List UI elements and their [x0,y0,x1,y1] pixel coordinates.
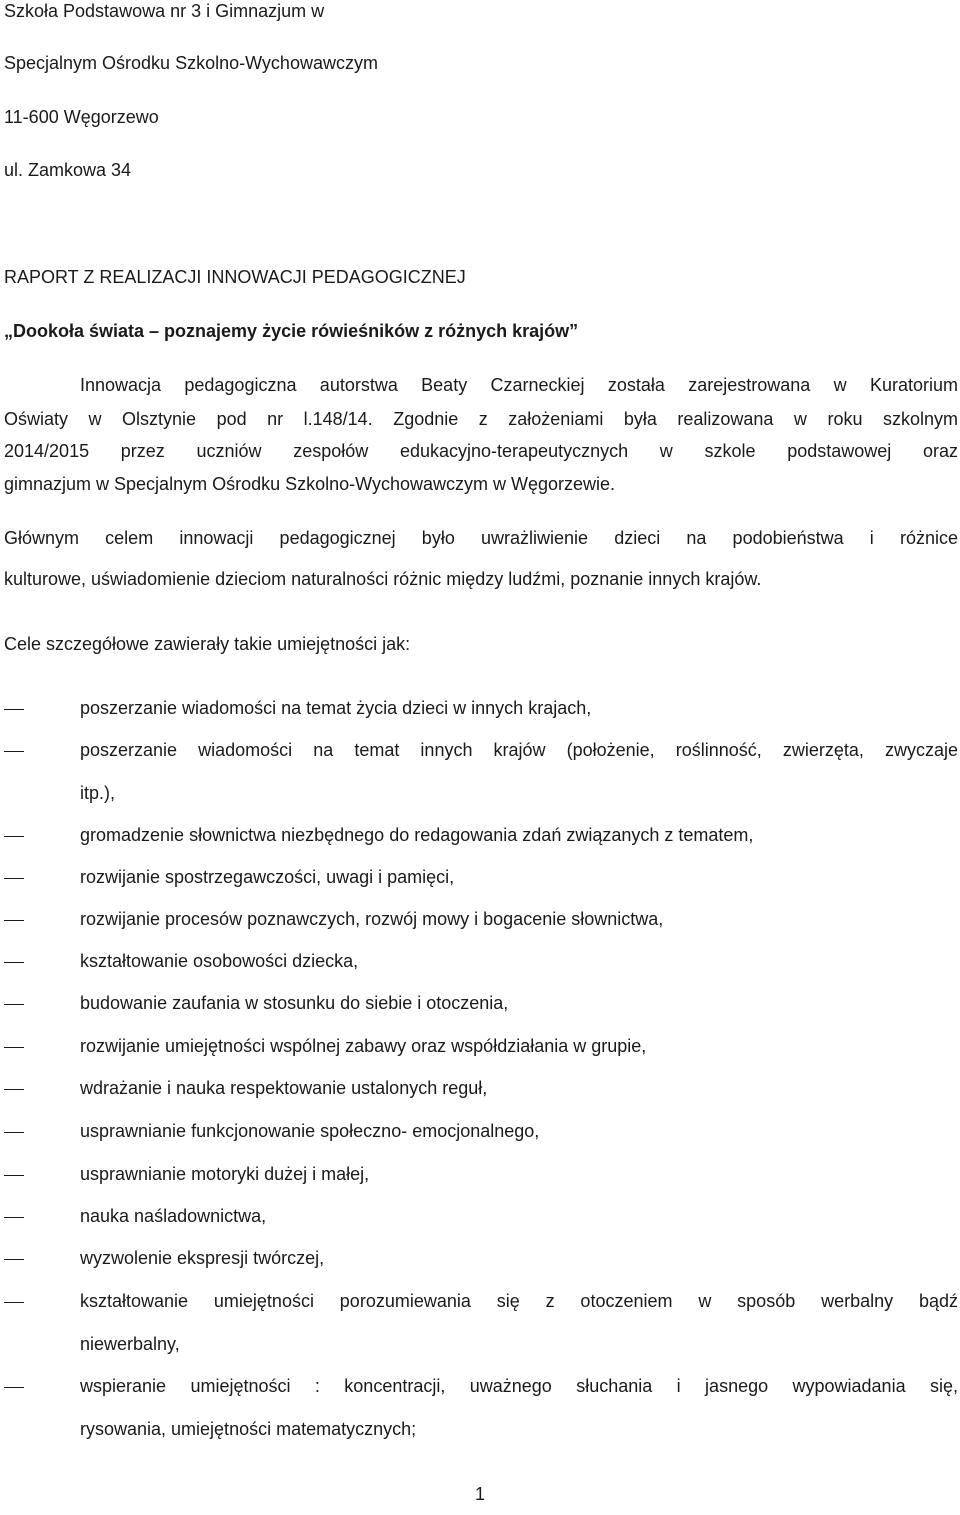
objectives-intro: Cele szczegółowe zawierały takie umiejętności jak: [4,634,411,654]
bullet-dash-icon [4,1387,24,1388]
postal-code-line: 11-600 Węgorzewo [4,107,159,127]
objective-item-continuation: itp.), [80,783,116,803]
innovation-subtitle: „Dookoła świata – poznajemy życie rówieśników z różnych krajów” [4,321,579,341]
bullet-dash-icon [4,751,24,752]
objective-item: rozwijanie spostrzegawczości, uwagi i pamięci, [80,867,455,887]
objective-item: wspieranie umiejętności : koncentracji, uważnego słuchania i jasnego wypowiadania się, [80,1376,958,1396]
objective-item: kształtowanie umiejętności porozumiewania się z otoczeniem w sposób werbalny bądź [80,1291,958,1311]
objective-item: nauka naśladownictwa, [80,1206,267,1226]
report-title: RAPORT Z REALIZACJI INNOWACJI PEDAGOGICZNEJ [4,267,466,287]
objective-item: budowanie zaufania w stosunku do siebie i otoczenia, [80,993,509,1013]
school-center-line: Specjalnym Ośrodku Szkolno-Wychowawczym [4,53,378,73]
objective-item: wyzwolenie ekspresji twórczej, [80,1248,325,1268]
objective-item: poszerzanie wiadomości na temat innych krajów (położenie, roślinność, zwierzęta, zwyczaje [80,740,958,760]
bullet-dash-icon [4,1004,24,1005]
bullet-dash-icon [4,1302,24,1303]
bullet-dash-icon [4,836,24,837]
bullet-dash-icon [4,1175,24,1176]
bullet-dash-icon [4,962,24,963]
bullet-dash-icon [4,1132,24,1133]
objective-item: kształtowanie osobowości dziecka, [80,951,359,971]
paragraph2-line2: kulturowe, uświadomienie dzieciom naturalności różnic między ludźmi, poznanie innych krajów. [4,569,762,589]
paragraph1-line4: gimnazjum w Specjalnym Ośrodku Szkolno-Wychowawczym w Węgorzewie. [4,474,616,494]
bullet-dash-icon [4,878,24,879]
bullet-dash-icon [4,709,24,710]
paragraph1-line2: Oświaty w Olsztynie pod nr l.148/14. Zgodnie z założeniami była realizowana w roku szkolnym [4,409,958,429]
bullet-dash-icon [4,1047,24,1048]
objective-item-continuation: rysowania, umiejętności matematycznych; [80,1419,417,1439]
objective-item: rozwijanie umiejętności wspólnej zabawy oraz współdziałania w grupie, [80,1036,647,1056]
paragraph1-line3: 2014/2015 przez uczniów zespołów edukacyjno-terapeutycznych w szkole podstawowej oraz [4,441,958,461]
objective-item: wdrażanie i nauka respektowanie ustalonych reguł, [80,1078,488,1098]
bullet-dash-icon [4,1217,24,1218]
objective-item: usprawnianie funkcjonowanie społeczno- emocjonalnego, [80,1121,540,1141]
objective-item-continuation: niewerbalny, [80,1334,180,1354]
street-address-line: ul. Zamkowa 34 [4,160,132,180]
objective-item: poszerzanie wiadomości na temat życia dzieci w innych krajach, [80,698,592,718]
bullet-dash-icon [4,920,24,921]
paragraph2-line1: Głównym celem innowacji pedagogicznej było uwrażliwienie dzieci na podobieństwa i różnice [4,528,958,548]
bullet-dash-icon [4,1259,24,1260]
objective-item: gromadzenie słownictwa niezbędnego do redagowania zdań związanych z tematem, [80,825,754,845]
school-name-line: Szkoła Podstawowa nr 3 i Gimnazjum w [4,1,325,21]
page-number: 1 [474,1484,485,1504]
objective-item: usprawnianie motoryki dużej i małej, [80,1164,370,1184]
bullet-dash-icon [4,1089,24,1090]
paragraph1-line1: Innowacja pedagogiczna autorstwa Beaty Czarneckiej została zarejestrowana w Kuratorium [80,375,958,395]
objective-item: rozwijanie procesów poznawczych, rozwój mowy i bogacenie słownictwa, [80,909,664,929]
